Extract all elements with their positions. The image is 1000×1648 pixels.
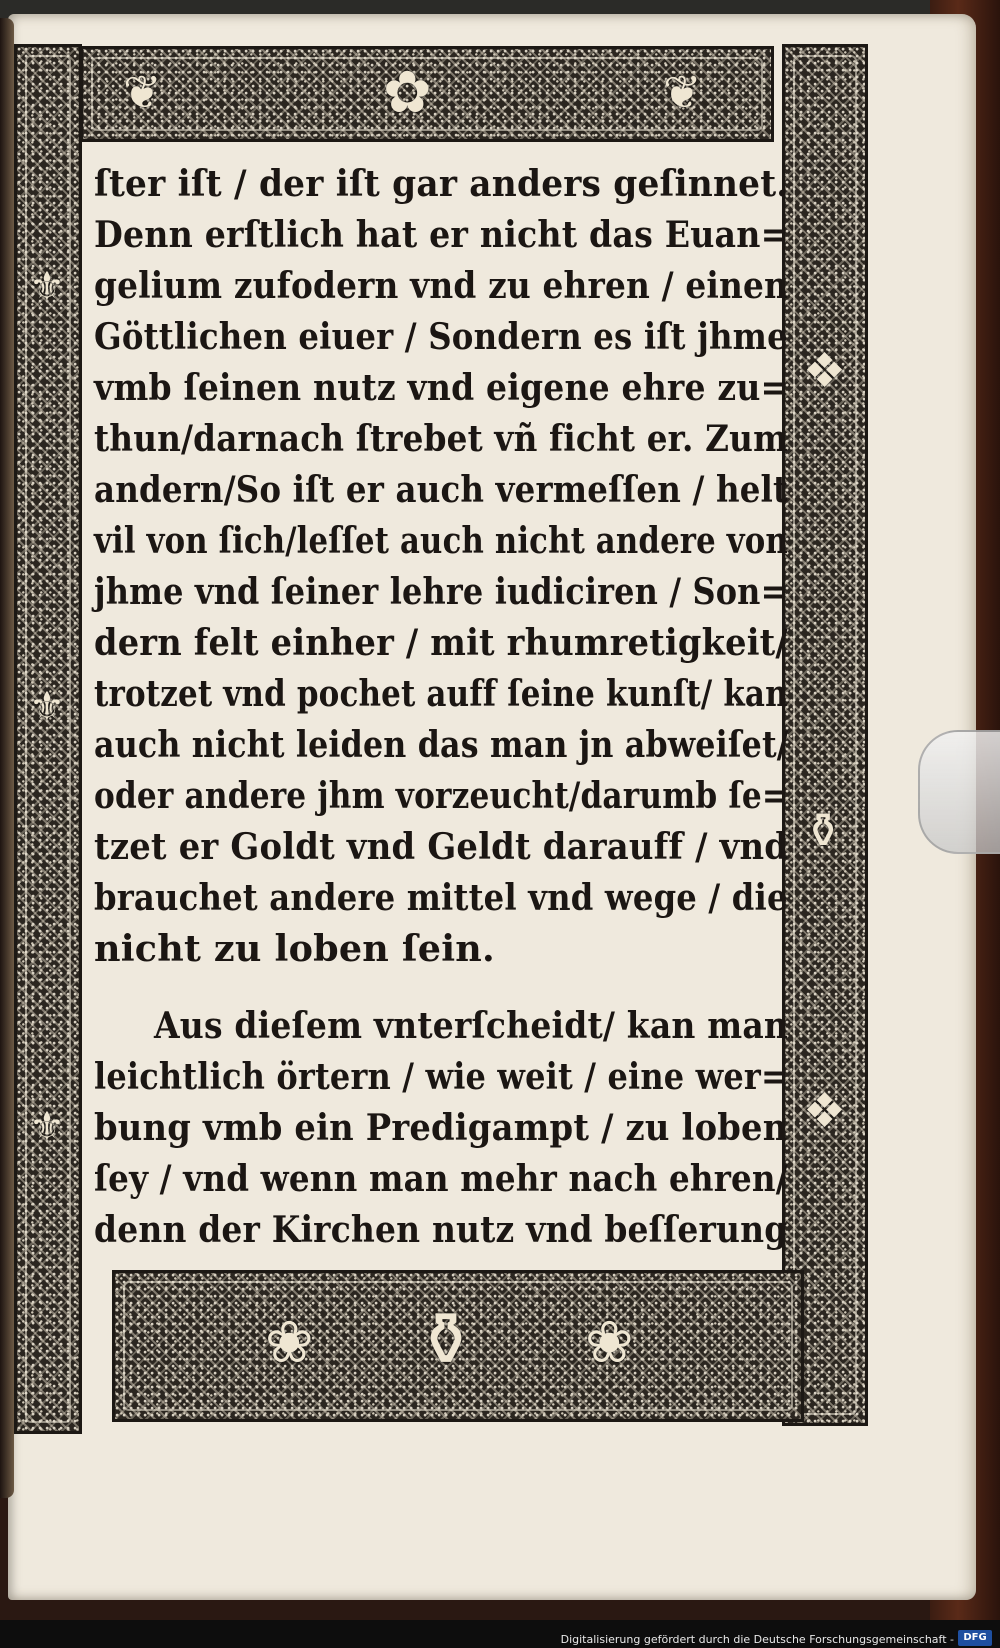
text-line: Göttlichen eiuer / Sondern es iſt jhme: [94, 315, 788, 358]
cherub-ornament-icon: ❀: [265, 1308, 314, 1376]
lattice-ornament-icon: ❖: [803, 343, 847, 399]
text-line: auch nicht leiden das man jn abweiſet/: [94, 723, 789, 766]
flower-ornament-icon: ✿: [383, 58, 432, 126]
leaf-ornament-icon: ❦: [123, 65, 162, 119]
text-line: leichtlich örtern / wie weit / eine wer=: [94, 1055, 788, 1098]
woodcut-border-top: [80, 46, 774, 142]
column-ornament-icon: ⚜: [29, 1104, 65, 1150]
woodcut-border-left: [14, 44, 82, 1434]
text-line: brauchet andere mittel vnd wege / die: [94, 876, 788, 919]
text-line: trotzet vnd pochet auff ſeine kunſt/ kan: [94, 672, 788, 715]
leaf-ornament-icon: ❦: [663, 65, 702, 119]
text-line: vil von ſich/leſſet auch nicht andere von: [94, 519, 788, 562]
text-line: Denn erſtlich hat er nicht das Euan=: [94, 213, 789, 256]
text-line: andern/So iſt er auch vermeſſen / helt: [94, 468, 789, 511]
text-line: thun/darnach ſtrebet vñ ficht er. Zum: [94, 417, 788, 460]
dfg-logo: DFG: [958, 1630, 992, 1646]
paragraph-first-line: Aus dieſem vnterſcheidt/ kan man: [154, 1004, 789, 1047]
page-clip: [918, 730, 1000, 854]
text-line: bung vmb ein Predigampt / zu loben: [94, 1106, 788, 1149]
text-line: gelium zufodern vnd zu ehren / einen: [94, 264, 789, 307]
cherub-ornament-icon: ❀: [585, 1308, 634, 1376]
text-line: denn der Kirchen nutz vnd beſſerung: [94, 1208, 788, 1251]
woodcut-border-right: [782, 44, 868, 1426]
text-line: oder andere jhm vorzeucht/darumb ſe=: [94, 774, 789, 817]
text-line: ſey / vnd wenn man mehr nach ehren/: [94, 1157, 788, 1200]
footer-credit: Digitalisierung gefördert durch die Deutsche Forschungsgemeinschaft -: [560, 1633, 954, 1646]
column-ornament-icon: ⚜: [29, 264, 65, 310]
vase-ornament-icon: ⚱: [803, 803, 844, 859]
text-line: vmb ſeinen nutz vnd eigene ehre zu=: [94, 366, 789, 409]
text-line: jhme vnd ſeiner lehre iudiciren / Son=: [94, 570, 788, 613]
text-line: dern felt einher / mit rhumretigkeit/: [94, 621, 788, 664]
woodcut-border-bottom: [112, 1270, 804, 1422]
text-line: nicht zu loben ſein.: [94, 927, 495, 970]
text-line: tzet er Goldt vnd Geldt darauff / vnd: [94, 825, 789, 868]
page-text-block: [94, 162, 788, 1262]
text-line: ſter iſt / der iſt gar anders geſinnet.: [94, 162, 789, 205]
lattice-ornament-icon: ❖: [803, 1083, 847, 1139]
vase-ornament-icon: ⚱: [415, 1297, 478, 1383]
page-gutter: [0, 18, 14, 1498]
column-ornament-icon: ⚜: [29, 684, 65, 730]
